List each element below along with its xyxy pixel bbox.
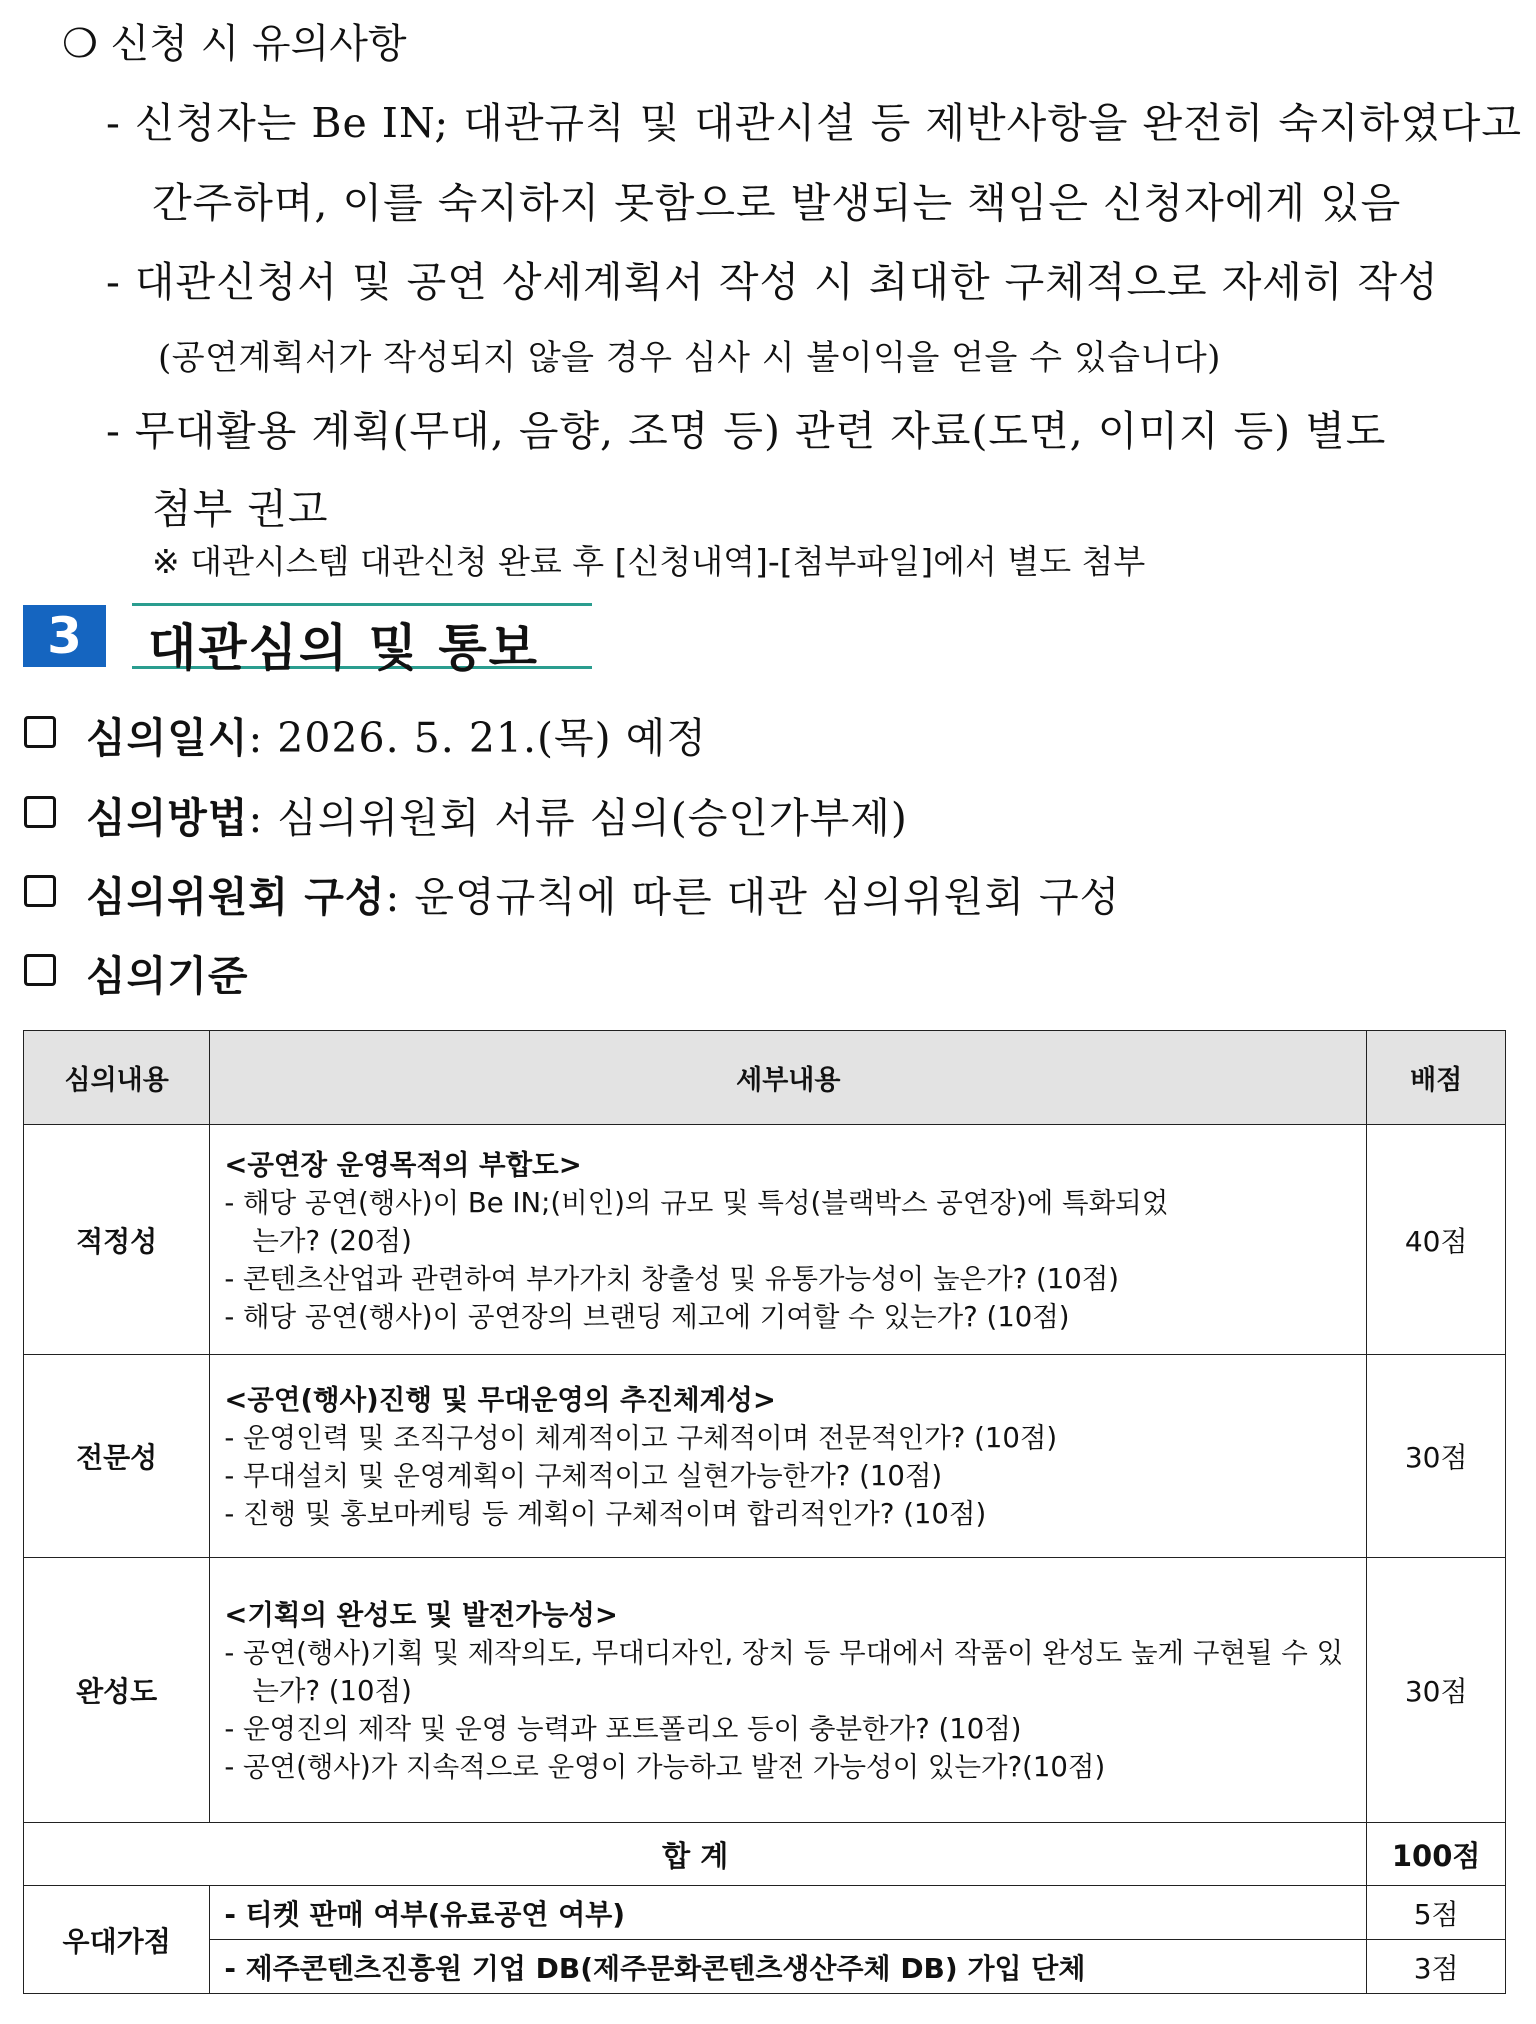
bonus-item: - 제주콘텐츠진흥원 기업 DB(제주문화콘텐츠생산주체 DB) 가입 단체 [210, 1940, 1367, 1994]
bonus-category: 우대가점 [24, 1886, 210, 1994]
checkbox-icon [24, 716, 56, 748]
note-2-line-1: - 대관신청서 및 공연 상세계획서 작성 시 최대한 구체적으로 자세히 작성 [106, 258, 1439, 306]
note-1-line-2: 간주하며, 이를 숙지하지 못함으로 발생되는 책임은 신청자에게 있음 [152, 179, 1402, 227]
checkbox-icon [24, 875, 56, 907]
check-line-criteria [86, 943, 248, 1002]
bonus-row [24, 1940, 1506, 1994]
header-score: 배점 [1367, 1031, 1506, 1125]
total-row [24, 1823, 1506, 1886]
header-category: 심의내용 [24, 1031, 210, 1125]
row-item: - 해당 공연(행사)이 Be IN;(비인)의 규모 및 특성(블랙박스 공연장)에 특화되었는가? (20점) [224, 1186, 1169, 1257]
section-title: 대관심의 및 통보 [148, 619, 539, 677]
row-score: 30점 [1367, 1558, 1506, 1823]
checkbox-icon [24, 954, 56, 986]
row-detail [210, 1125, 1367, 1355]
check-text: : 심의위원회 서류 심의(승인가부제) [248, 794, 908, 842]
bonus-score: 3점 [1367, 1940, 1506, 1994]
table-row [24, 1125, 1506, 1355]
row-heading: <공연장 운영목적의 부합도> [224, 1148, 582, 1181]
row-item: - 공연(행사)기획 및 제작의도, 무대디자인, 장치 등 무대에서 작품이 완성도 높게 구현될 수 있는가? (10점) [224, 1637, 1344, 1707]
row-category: 완성도 [24, 1558, 210, 1823]
note-3-line-2: 첨부 권고 [152, 485, 329, 533]
row-heading: <기획의 완성도 및 발전가능성> [224, 1599, 618, 1631]
row-score: 40점 [1367, 1125, 1506, 1355]
row-detail [210, 1558, 1367, 1823]
check-line-review-method [86, 785, 908, 844]
check-text: : 운영규칙에 따른 대관 심의위원회 구성 [385, 873, 1121, 921]
total-label: 합 계 [24, 1823, 1367, 1886]
section-number-badge: 3 [23, 605, 106, 667]
row-heading: <공연(행사)진행 및 무대운영의 추진체계성> [224, 1384, 776, 1416]
notes-title: ❍ 신청 시 유의사항 [62, 21, 407, 67]
table-row [24, 1558, 1506, 1823]
checkbox-icon [24, 796, 56, 828]
note-2-line-2: (공연계획서가 작성되지 않을 경우 심사 시 불이익을 얻을 수 있습니다) [158, 338, 1221, 378]
bonus-item: - 티켓 판매 여부(유료공연 여부) [210, 1886, 1367, 1940]
row-item: - 진행 및 홍보마케팅 등 계획이 구체적이며 합리적인가? (10점) [224, 1498, 987, 1530]
row-category: 전문성 [24, 1355, 210, 1558]
bonus-row [24, 1886, 1506, 1940]
note-3-reference: ※ 대관시스템 대관신청 완료 후 [신청내역]-[첨부파일]에서 별도 첨부 [152, 542, 1146, 581]
criteria-table [23, 1030, 1506, 1994]
header-detail: 세부내용 [210, 1031, 1367, 1125]
check-label: 심의위원회 구성 [86, 873, 386, 921]
row-item: - 콘텐츠산업과 관련하여 부가가치 창출성 및 유통가능성이 높은가? (10점) [224, 1262, 1120, 1295]
row-detail [210, 1355, 1367, 1558]
check-line-committee [86, 864, 1120, 923]
note-3-line-1: - 무대활용 계획(무대, 음향, 조명 등) 관련 자료(도면, 이미지 등) 별도 [106, 407, 1387, 455]
table-header-row [24, 1031, 1506, 1125]
row-item: - 무대설치 및 운영계획이 구체적이고 실현가능한가? (10점) [224, 1460, 943, 1492]
check-line-review-date [86, 705, 707, 764]
check-text: : 2026. 5. 21.(목) 예정 [248, 714, 707, 762]
row-score: 30점 [1367, 1355, 1506, 1558]
section-title-box [132, 603, 592, 677]
row-item: - 운영인력 및 조직구성이 체계적이고 구체적이며 전문적인가? (10점) [224, 1422, 1058, 1454]
note-1-line-1: - 신청자는 Be IN; 대관규칙 및 대관시설 등 제반사항을 완전히 숙지하였다고 [106, 99, 1522, 147]
total-score: 100점 [1367, 1823, 1506, 1886]
row-category: 적정성 [24, 1125, 210, 1355]
check-label: 심의방법 [86, 794, 249, 842]
table-row [24, 1355, 1506, 1558]
row-item: - 해당 공연(행사)이 공연장의 브랜딩 제고에 기여할 수 있는가? (10점) [224, 1300, 1070, 1333]
check-label: 심의일시 [86, 714, 249, 762]
row-item: - 공연(행사)가 지속적으로 운영이 가능하고 발전 가능성이 있는가?(10점) [224, 1751, 1106, 1783]
bonus-score: 5점 [1367, 1886, 1506, 1940]
row-item: - 운영진의 제작 및 운영 능력과 포트폴리오 등이 충분한가? (10점) [224, 1713, 1022, 1745]
check-label: 심의기준 [86, 952, 249, 1000]
